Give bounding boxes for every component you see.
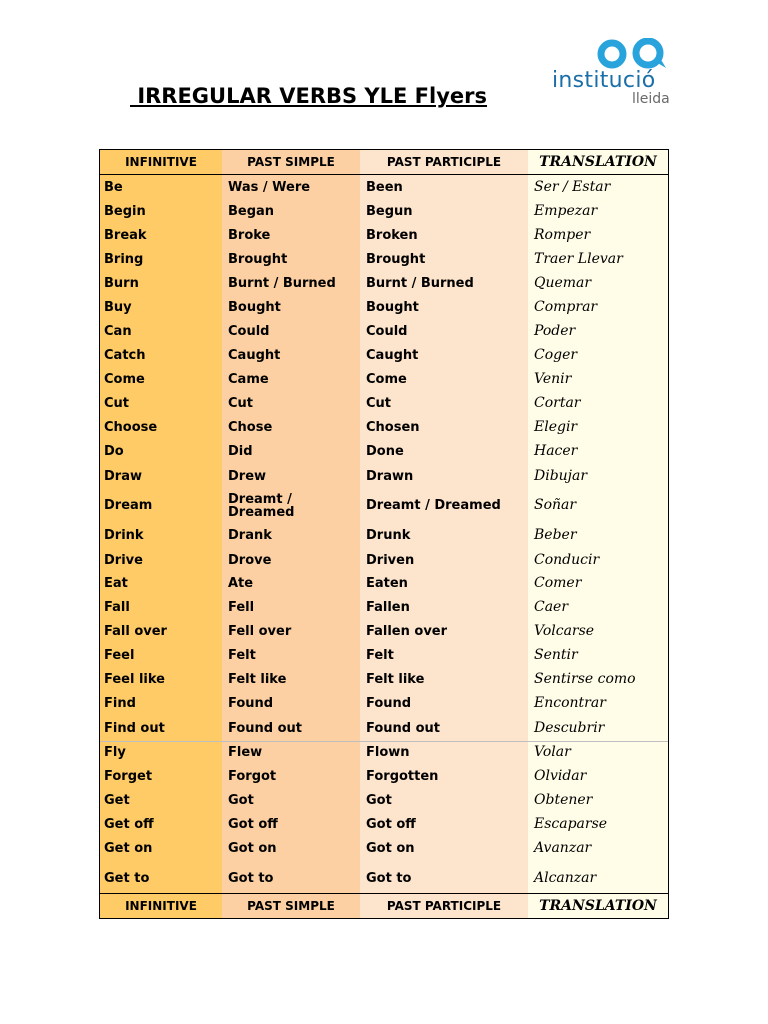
infinitive-cell: Fall	[104, 599, 130, 615]
infinitive-cell: Come	[104, 372, 145, 387]
table-row	[100, 716, 668, 740]
past-simple-cell: Cut	[228, 396, 254, 411]
past-simple-cell: Felt like	[228, 671, 287, 687]
past-participle-cell: Found	[366, 696, 412, 711]
past-simple-cell: Drank	[228, 528, 272, 543]
translation-cell: Caer	[534, 598, 569, 615]
infinitive-cell: Get	[104, 792, 130, 808]
past-participle-cell: Drawn	[366, 468, 414, 484]
logo-city: lleida	[632, 91, 670, 107]
table-row	[100, 175, 668, 199]
infinitive-cell: Break	[104, 227, 147, 243]
infinitive-cell: Get on	[104, 841, 153, 856]
infinitive-cell: Choose	[104, 419, 158, 435]
past-participle-cell: Got on	[366, 841, 415, 856]
table-footer	[100, 893, 668, 918]
infinitive-cell: Feel like	[104, 671, 165, 687]
past-participle-cell: Felt like	[366, 671, 425, 687]
table-row	[100, 619, 668, 644]
past-simple-cell: Fell over	[228, 624, 292, 639]
past-simple-cell: Got on	[228, 841, 277, 856]
table-row	[100, 488, 668, 523]
table-row	[100, 343, 668, 367]
infinitive-cell: Drive	[104, 552, 143, 568]
infinitive-cell: Can	[104, 323, 132, 339]
translation-cell: Escaparse	[534, 815, 608, 832]
infinitive-cell: Feel	[104, 648, 135, 663]
past-participle-cell: Chosen	[366, 419, 420, 435]
table-row	[100, 295, 668, 319]
table-row	[100, 392, 668, 415]
translation-cell: Volar	[534, 743, 571, 760]
translation-cell: Beber	[534, 527, 577, 543]
translation-cell: Empezar	[534, 202, 598, 219]
translation-cell: Comer	[534, 575, 582, 591]
infinitive-cell: Find	[104, 696, 136, 711]
past-simple-cell: Got off	[228, 816, 278, 832]
past-participle-cell: Fallen over	[366, 624, 448, 639]
table-row	[100, 595, 668, 619]
infinitive-cell: Begin	[104, 203, 146, 219]
table-row	[100, 644, 668, 667]
table-row	[100, 523, 668, 548]
infinitive-cell: Dream	[104, 498, 153, 513]
translation-cell: Descubrir	[534, 719, 605, 736]
past-participle-cell: Drunk	[366, 528, 411, 543]
past-simple-cell: Bought	[228, 299, 281, 315]
translation-cell: Conducir	[534, 551, 600, 568]
page-title	[130, 84, 487, 108]
footer-past-simple: PAST SIMPLE	[247, 899, 335, 913]
past-participle-cell: Got off	[366, 816, 416, 832]
past-participle-cell: Brought	[366, 251, 426, 267]
translation-cell: Cortar	[534, 395, 581, 411]
infinitive-cell: Be	[104, 179, 123, 195]
past-simple-cell: Ate	[228, 576, 254, 591]
past-simple-cell: Could	[228, 323, 270, 339]
infinitive-cell: Bring	[104, 251, 144, 267]
past-participle-cell: Flown	[366, 744, 410, 760]
past-simple-cell: Brought	[228, 251, 288, 267]
past-simple-cell: Got to	[228, 870, 274, 886]
past-participle-cell: Been	[366, 179, 403, 195]
table-row	[100, 223, 668, 247]
translation-cell: Traer Llevar	[534, 250, 623, 267]
translation-cell: Dibujar	[534, 467, 588, 484]
infinitive-cell: Catch	[104, 347, 146, 363]
translation-cell: Sentirse como	[534, 670, 636, 687]
infinitive-cell: Drink	[104, 528, 144, 543]
past-simple-cell: Came	[228, 372, 269, 387]
past-simple-cell: Dreamt / Dreamed	[228, 491, 295, 520]
infinitive-cell: Cut	[104, 396, 130, 411]
table-row	[100, 836, 668, 861]
translation-cell: Volcarse	[534, 623, 595, 639]
past-simple-cell: Found	[228, 696, 274, 711]
translation-cell: Poder	[534, 322, 576, 339]
past-simple-cell: Forgot	[228, 768, 277, 784]
translation-cell: Soñar	[534, 497, 577, 513]
past-simple-cell: Drew	[228, 468, 267, 484]
institucio-logo	[552, 38, 682, 110]
past-participle-cell: Caught	[366, 347, 419, 363]
logo-speech-bubbles-icon	[596, 38, 678, 70]
table-row	[100, 861, 668, 895]
past-simple-cell: Felt	[228, 648, 256, 663]
past-participle-cell: Eaten	[366, 576, 408, 591]
table-row	[100, 319, 668, 343]
table-row	[100, 199, 668, 223]
table-header	[100, 150, 668, 175]
translation-cell: Elegir	[534, 418, 578, 435]
header-infinitive: INFINITIVE	[125, 155, 197, 169]
past-participle-cell: Forgotten	[366, 768, 439, 784]
table-row	[100, 691, 668, 716]
translation-cell: Alcanzar	[534, 869, 597, 886]
past-simple-cell: Broke	[228, 227, 271, 243]
infinitive-cell: Fly	[104, 744, 126, 760]
table-row	[100, 271, 668, 295]
infinitive-cell: Do	[104, 444, 124, 459]
past-simple-cell: Was / Were	[228, 179, 311, 195]
table-row	[100, 439, 668, 464]
translation-cell: Quemar	[534, 274, 592, 291]
page-title-text: IRREGULAR VERBS YLE Flyers	[137, 84, 488, 108]
past-participle-cell: Bought	[366, 299, 419, 315]
past-participle-cell: Begun	[366, 203, 413, 219]
past-participle-cell: Found out	[366, 720, 441, 736]
past-simple-cell: Flew	[228, 744, 263, 760]
table-row	[100, 667, 668, 691]
past-simple-cell: Began	[228, 203, 275, 219]
past-participle-cell: Dreamt / Dreamed	[366, 498, 501, 513]
table-row	[100, 764, 668, 788]
past-participle-cell: Felt	[366, 648, 394, 663]
header-past-simple: PAST SIMPLE	[247, 155, 335, 169]
past-simple-cell: Fell	[228, 599, 255, 615]
table-row	[100, 415, 668, 439]
translation-cell: Venir	[534, 371, 572, 387]
infinitive-cell: Forget	[104, 768, 153, 784]
table-row	[100, 367, 668, 392]
infinitive-cell: Find out	[104, 720, 165, 736]
past-participle-cell: Come	[366, 372, 407, 387]
irregular-verbs-table	[99, 149, 669, 919]
table-row	[100, 548, 668, 572]
translation-cell: Coger	[534, 346, 578, 363]
past-simple-cell: Burnt / Burned	[228, 275, 336, 291]
past-participle-cell: Got	[366, 792, 392, 808]
translation-cell: Comprar	[534, 298, 598, 315]
past-simple-cell: Found out	[228, 720, 303, 736]
translation-cell: Ser / Estar	[534, 178, 611, 195]
past-simple-cell: Got	[228, 792, 254, 808]
past-simple-cell: Caught	[228, 347, 281, 363]
logo-name: institució	[552, 68, 656, 93]
past-participle-cell: Could	[366, 323, 408, 339]
past-participle-cell: Got to	[366, 870, 412, 886]
table-row	[100, 740, 668, 764]
translation-cell: Olvidar	[534, 767, 587, 784]
translation-cell: Avanzar	[534, 840, 592, 856]
header-past-participle: PAST PARTICIPLE	[386, 155, 502, 169]
past-participle-cell: Driven	[366, 552, 415, 568]
infinitive-cell: Buy	[104, 299, 132, 315]
infinitive-cell: Eat	[104, 576, 128, 591]
past-participle-cell: Cut	[366, 396, 392, 411]
infinitive-cell: Draw	[104, 468, 142, 484]
translation-cell: Encontrar	[534, 695, 606, 711]
table-row	[100, 464, 668, 488]
table-row	[100, 788, 668, 812]
translation-cell: Hacer	[534, 443, 578, 459]
footer-past-participle: PAST PARTICIPLE	[386, 899, 502, 913]
footer-infinitive: INFINITIVE	[125, 899, 197, 913]
table-row	[100, 247, 668, 271]
translation-cell: Sentir	[534, 647, 578, 663]
past-simple-cell: Drove	[228, 552, 272, 568]
infinitive-cell: Fall over	[104, 624, 167, 639]
footer-translation: TRANSLATION	[539, 898, 657, 914]
infinitive-cell: Get off	[104, 816, 154, 832]
past-participle-cell: Done	[366, 444, 404, 459]
table-row	[100, 812, 668, 836]
past-simple-cell: Chose	[228, 419, 273, 435]
infinitive-cell: Get to	[104, 870, 150, 886]
translation-cell: Obtener	[534, 791, 593, 808]
past-participle-cell: Fallen	[366, 599, 410, 615]
past-simple-cell: Did	[228, 444, 253, 459]
translation-cell: Romper	[534, 226, 591, 243]
header-translation: TRANSLATION	[539, 154, 657, 170]
past-participle-cell: Broken	[366, 227, 418, 243]
past-participle-cell: Burnt / Burned	[366, 275, 474, 291]
table-row	[100, 572, 668, 595]
infinitive-cell: Burn	[104, 275, 139, 291]
